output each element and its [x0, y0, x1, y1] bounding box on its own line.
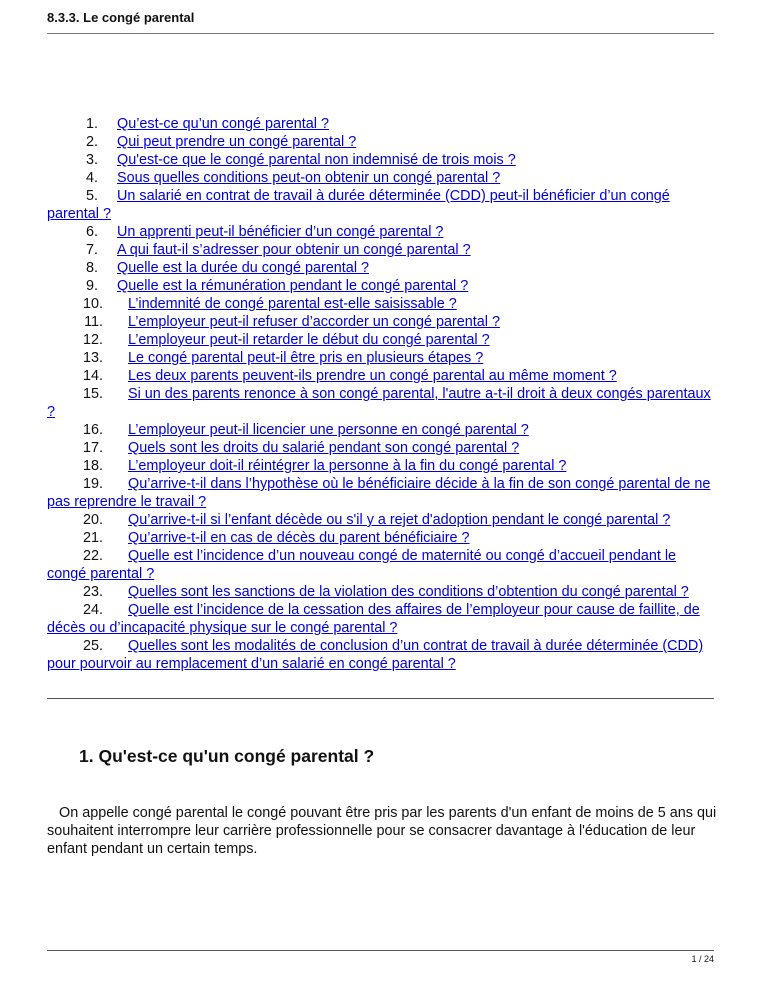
- toc-item: [47, 187, 714, 223]
- toc-item-link[interactable]: Sous quelles conditions peut-on obtenir un congé parental ?: [117, 170, 501, 186]
- toc-item-link[interactable]: L’employeur doit-il réintégrer la personne à la fin du congé parental ?: [128, 458, 567, 474]
- toc-item-link[interactable]: L’employeur peut-il retarder le début du congé parental ?: [128, 332, 490, 348]
- toc-item: [47, 169, 714, 187]
- toc-item-link[interactable]: L’employeur peut-il licencier une personne en congé parental ?: [128, 422, 529, 438]
- toc-item: [47, 151, 714, 169]
- toc-item: [47, 259, 714, 277]
- section-heading: 1. Qu'est-ce qu'un congé parental ?: [79, 746, 375, 766]
- toc-item-number: 25.: [82, 638, 103, 654]
- toc-item: [47, 457, 714, 475]
- toc-item: [47, 367, 714, 385]
- toc-item-number: 23.: [82, 584, 103, 600]
- toc-item-number: 13.: [82, 350, 103, 366]
- toc-item: [47, 313, 714, 331]
- toc-item-number: 11.: [84, 314, 103, 330]
- section-body-text: On appelle congé parental le congé pouvant être pris par les parents d'un enfant de moins de 5 ans qui souhaitent interrompre leur carrière professionnelle pour se consacrer davantage à l'éducation de leur enfant pendant un certain temps.: [47, 805, 717, 857]
- toc-item-number: 5.: [85, 188, 98, 204]
- toc-item: [47, 277, 714, 295]
- toc-item-number: 4.: [85, 170, 98, 186]
- toc-item-number: 18.: [82, 458, 103, 474]
- toc-item: [47, 583, 714, 601]
- toc-item-number: 16.: [82, 422, 103, 438]
- page-number: 1 / 24: [691, 954, 714, 964]
- footer-divider: [47, 950, 714, 951]
- toc-item: [47, 295, 714, 313]
- toc-item-link[interactable]: Qu’est-ce qu’un congé parental ?: [117, 116, 330, 132]
- toc-item-number: 14.: [82, 368, 103, 384]
- toc-item-number: 2.: [85, 134, 98, 150]
- toc-item: [47, 511, 714, 529]
- running-header: 8.3.3. Le congé parental: [47, 10, 195, 25]
- toc-item-link[interactable]: Quelle est l’incidence de la cessation des affaires de l’employeur pour cause de faillite, de décès ou d’incapacité physique sur le congé parental ?: [47, 602, 700, 636]
- toc-item: [47, 601, 714, 637]
- toc-item-number: 9.: [85, 278, 98, 294]
- toc-item: [47, 385, 714, 421]
- toc-item-number: 7.: [85, 242, 98, 258]
- toc-item-link[interactable]: A qui faut-il s’adresser pour obtenir un congé parental ?: [117, 242, 471, 258]
- toc-item: [47, 439, 714, 457]
- toc-item-number: 21.: [82, 530, 103, 546]
- toc-item-number: 17.: [82, 440, 103, 456]
- toc-item-number: 19.: [82, 476, 103, 492]
- toc-item-link[interactable]: Qu’arrive-t-il si l’enfant décède ou s'il y a rejet d'adoption pendant le congé parental ?: [128, 512, 671, 528]
- header-divider: [47, 33, 714, 34]
- toc-item-link[interactable]: L’indemnité de congé parental est-elle saisissable ?: [128, 296, 457, 312]
- toc-item-link[interactable]: Quelle est la durée du congé parental ?: [117, 260, 370, 276]
- toc-item-link[interactable]: Quelles sont les sanctions de la violation des conditions d’obtention du congé parental ?: [128, 584, 689, 600]
- toc-item-link[interactable]: Quelle est l’incidence d’un nouveau congé de maternité ou congé d’accueil pendant le congé parental ?: [47, 548, 677, 582]
- toc-item-number: 8.: [85, 260, 98, 276]
- toc-item-number: 6.: [85, 224, 98, 240]
- toc-item: [47, 475, 714, 511]
- toc-item-number: 10.: [82, 296, 103, 312]
- toc-item: [47, 115, 714, 133]
- toc-item: [47, 331, 714, 349]
- toc-item-number: 24.: [82, 602, 103, 618]
- toc-item-link[interactable]: Quels sont les droits du salarié pendant son congé parental ?: [128, 440, 520, 456]
- toc-item: [47, 421, 714, 439]
- toc-item-link[interactable]: Qu’arrive-t-il en cas de décès du parent bénéficiaire ?: [128, 530, 470, 546]
- toc-item: [47, 223, 714, 241]
- toc-item-link[interactable]: Un apprenti peut-il bénéficier d’un congé parental ?: [117, 224, 444, 240]
- toc-item-number: 12.: [82, 332, 103, 348]
- toc-item-number: 15.: [82, 386, 103, 402]
- toc-item: [47, 547, 714, 583]
- toc-item: [47, 529, 714, 547]
- toc-item-link[interactable]: Les deux parents peuvent-ils prendre un congé parental au même moment ?: [128, 368, 617, 384]
- toc-item: [47, 349, 714, 367]
- toc-item: [47, 133, 714, 151]
- toc-item-link[interactable]: Un salarié en contrat de travail à durée déterminée (CDD) peut-il bénéficier d’un congé parental ?: [47, 188, 670, 222]
- toc-item-number: 20.: [82, 512, 103, 528]
- toc-item-link[interactable]: Si un des parents renonce à son congé parental, l'autre a-t-il droit à deux congés parentaux ?: [47, 386, 711, 420]
- toc-item-link[interactable]: Le congé parental peut-il être pris en plusieurs étapes ?: [128, 350, 484, 366]
- toc-item: [47, 241, 714, 259]
- toc-item-link[interactable]: Qu’arrive-t-il dans l’hypothèse où le bénéficiaire décide à la fin de son congé parental de ne pas reprendre le travail ?: [47, 476, 711, 510]
- table-of-contents: [47, 115, 714, 673]
- toc-item-link[interactable]: L’employeur peut-il refuser d’accorder un congé parental ?: [128, 314, 500, 330]
- toc-item-number: 3.: [85, 152, 98, 168]
- toc-item: [47, 637, 714, 673]
- toc-item-number: 1.: [85, 116, 98, 132]
- section-divider: [47, 698, 714, 699]
- toc-item-link[interactable]: Quelles sont les modalités de conclusion d’un contrat de travail à durée déterminée (CDD) pour pourvoir au remplacement d’un salarié en congé parental ?: [47, 638, 704, 672]
- toc-item-link[interactable]: Qui peut prendre un congé parental ?: [117, 134, 357, 150]
- toc-item-link[interactable]: Qu'est-ce que le congé parental non indemnisé de trois mois ?: [117, 152, 516, 168]
- toc-item-number: 22.: [82, 548, 103, 564]
- toc-item-link[interactable]: Quelle est la rémunération pendant le congé parental ?: [117, 278, 469, 294]
